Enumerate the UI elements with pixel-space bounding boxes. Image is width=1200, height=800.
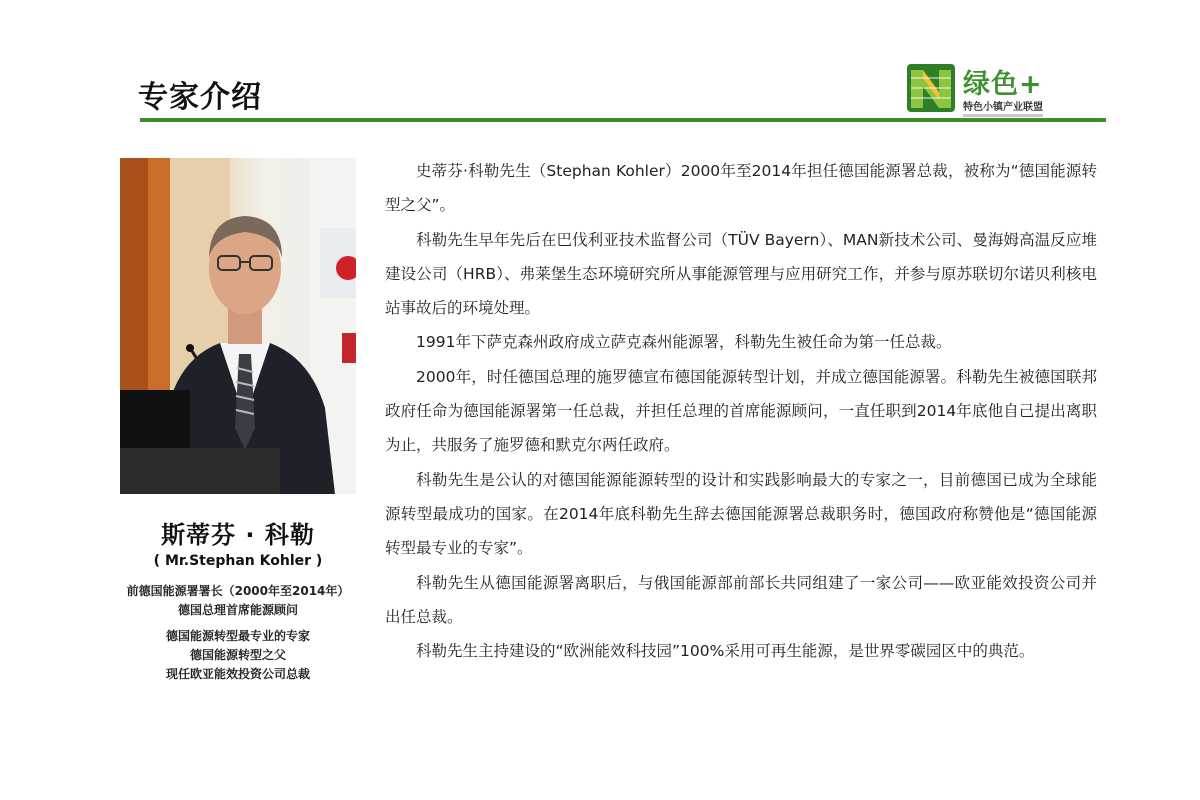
leaf-n-logo-icon <box>905 62 957 114</box>
bio-paragraph: 科勒先生早年先后在巴伐利亚技术监督公司（TÜV Bayern）、MAN新技术公司、曼海姆高温反应堆建设公司（HRB）、弗莱堡生态环境研究所从事能源管理与应用研究工作，并参与原苏联切尔诺贝利核电站事故后的环境处理。 <box>385 230 1097 318</box>
role-item: 现任欧亚能效投资公司总裁 <box>165 667 310 681</box>
header-divider <box>140 118 1106 122</box>
portrait-illustration <box>120 158 356 494</box>
biography <box>385 154 1097 668</box>
role-item: 前德国能源署署长（2000年至2014年） <box>126 584 350 598</box>
expert-photo <box>120 158 356 494</box>
expert-name: 斯蒂芬 · 科勒 <box>161 521 315 549</box>
logo-name: 绿色+ <box>963 69 1043 100</box>
role-item: 德国能源转型最专业的专家 <box>165 629 310 643</box>
brand-logo <box>905 62 1105 116</box>
expert-roles <box>120 582 356 684</box>
bio-paragraph: 2000年，时任德国总理的施罗德宣布德国能源转型计划，并成立德国能源署。科勒先生被德国联邦政府任命为德国能源署第一任总裁，并担任总理的首席能源顾问，一直任职到2014年底他自己提出离职为止，共服务了施罗德和默克尔两任政府。 <box>385 367 1097 455</box>
bio-paragraph: 1991年下萨克森州政府成立萨克森州能源署，科勒先生被任命为第一任总裁。 <box>416 333 952 352</box>
bio-paragraph: 科勒先生从德国能源署离职后，与俄国能源部前部长共同组建了一家公司——欧亚能效投资公司并出任总裁。 <box>385 573 1097 626</box>
role-item: 德国总理首席能源顾问 <box>177 603 298 617</box>
bio-paragraph: 科勒先生主持建设的“欧洲能效科技园”100%采用可再生能源，是世界零碳园区中的典范。 <box>416 642 1035 661</box>
logo-tagline: 特色小镇产业联盟 <box>963 98 1043 117</box>
bio-paragraph: 科勒先生是公认的对德国能源能源转型的设计和实践影响最大的专家之一，目前德国已成为全球能源转型最成功的国家。在2014年底科勒先生辞去德国能源署总裁职务时，德国政府称赞他是“德国能源转型最专业的专家”。 <box>385 470 1097 558</box>
role-item: 德国能源转型之父 <box>189 648 286 662</box>
bio-paragraph: 史蒂芬·科勒先生（Stephan Kohler）2000年至2014年担任德国能源署总裁，被称为“德国能源转型之父”。 <box>385 162 1097 215</box>
expert-latin-name: ( Mr.Stephan Kohler ) <box>153 553 323 569</box>
page-title: 专家介绍 <box>138 80 262 115</box>
